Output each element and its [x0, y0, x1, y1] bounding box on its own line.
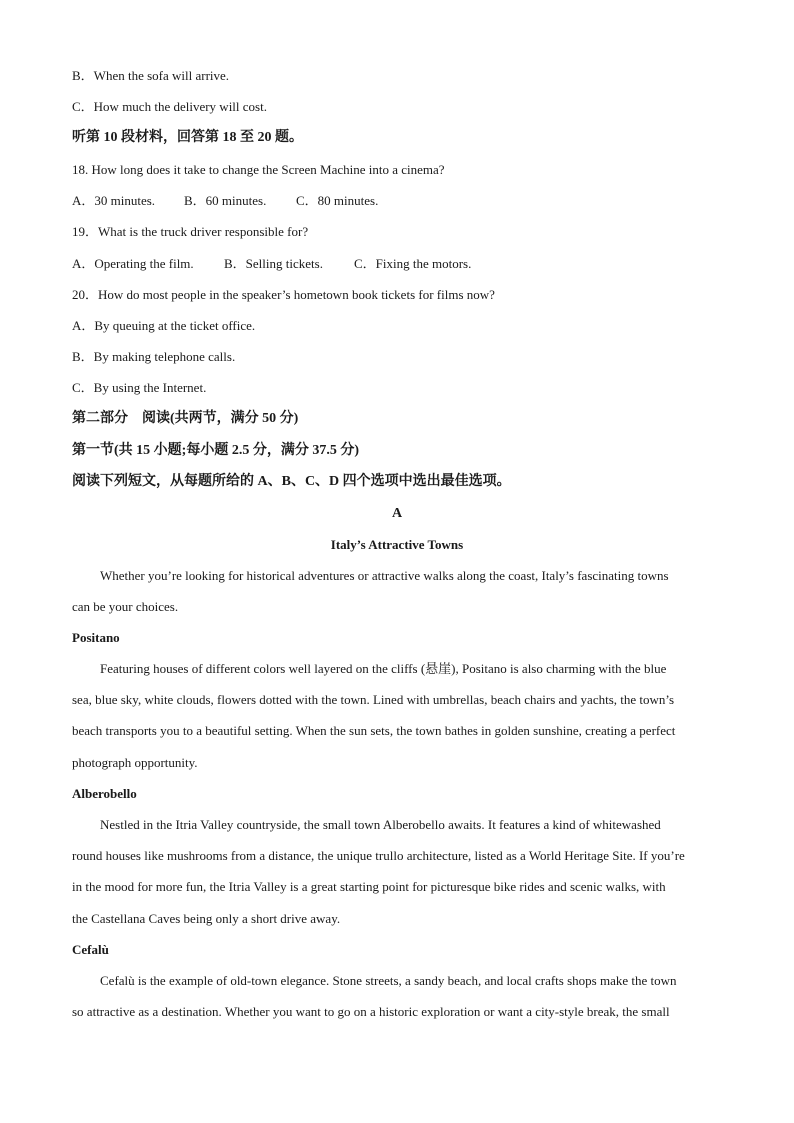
- cefalu-line-1: Cefalù is the example of old-town elegance. Stone streets, a sandy beach, and local crafts shops make the town: [100, 973, 677, 988]
- q18-option-a: A．30 minutes.: [72, 193, 156, 208]
- cefalu-line-2: so attractive as a destination. Whether you want to go on a historic exploration or want a city-style break, the small: [72, 1004, 670, 1019]
- q19-option-c: C．Fixing the motors.: [354, 256, 472, 271]
- q20-option-b: B．By making telephone calls.: [72, 349, 236, 364]
- q17-option-c: C．How much the delivery will cost.: [72, 99, 267, 114]
- positano-line-1: Featuring houses of different colors well layered on the cliffs (悬崖), Positano is also charming with the blue: [100, 661, 667, 676]
- town-heading-alberobello: Alberobello: [72, 786, 137, 801]
- q19-option-a: A．Operating the film.: [72, 256, 194, 271]
- town-heading-cefalu: Cefalù: [72, 942, 109, 957]
- part2-heading: 第二部分 阅读(共两节，满分 50 分): [72, 411, 299, 426]
- q18-option-b: B．60 minutes.: [184, 193, 267, 208]
- alberobello-line-2: round houses like mushrooms from a distance, the unique trullo architecture, listed as a World Heritage Site. If you’re: [72, 848, 685, 863]
- passage-title: Italy’s Attractive Towns: [330, 537, 464, 552]
- intro-line-1: Whether you’re looking for historical adventures or attractive walks along the coast, Italy’s fascinating towns: [100, 568, 669, 583]
- positano-line-3: beach transports you to a beautiful setting. When the sun sets, the town bathes in golden sunshine, creating a perfect: [72, 723, 676, 738]
- positano-line-4: photograph opportunity.: [72, 755, 198, 770]
- q20-option-c: C．By using the Internet.: [72, 380, 207, 395]
- q19-options: [72, 256, 471, 272]
- q19-option-b: B．Selling tickets.: [224, 256, 323, 271]
- q18-option-c: C．80 minutes.: [296, 193, 379, 208]
- q19-question: 19．What is the truck driver responsible for?: [72, 224, 309, 239]
- alberobello-line-3: in the mood for more fun, the Itria Valley is a great starting point for picturesque bike rides and scenic walks, with: [72, 879, 666, 894]
- q17-option-b: B．When the sofa will arrive.: [72, 68, 230, 83]
- intro-line-2: can be your choices.: [72, 599, 179, 614]
- alberobello-line-1: Nestled in the Itria Valley countryside, the small town Alberobello awaits. It features a kind of whitewashed: [100, 817, 661, 832]
- q18-options: [72, 193, 378, 209]
- q20-option-a: A．By queuing at the ticket office.: [72, 318, 256, 333]
- q18-question: 18. How long does it take to change the Screen Machine into a cinema?: [72, 162, 445, 177]
- passage-letter: A: [391, 506, 403, 521]
- part2-instruction: 阅读下列短文，从每题所给的 A、B、C、D 四个选项中选出最佳选项。: [72, 474, 511, 489]
- alberobello-line-4: the Castellana Caves being only a short drive away.: [72, 911, 341, 926]
- positano-line-2: sea, blue sky, white clouds, flowers dotted with the town. Lined with umbrellas, beach chairs and yachts, the town’s: [72, 692, 675, 707]
- part2-section1-heading: 第一节(共 15 小题;每小题 2.5 分，满分 37.5 分): [72, 443, 359, 458]
- section10-heading: 听第 10 段材料，回答第 18 至 20 题。: [72, 130, 303, 145]
- q20-question: 20．How do most people in the speaker’s hometown book tickets for films now?: [72, 287, 495, 302]
- town-heading-positano: Positano: [72, 630, 120, 645]
